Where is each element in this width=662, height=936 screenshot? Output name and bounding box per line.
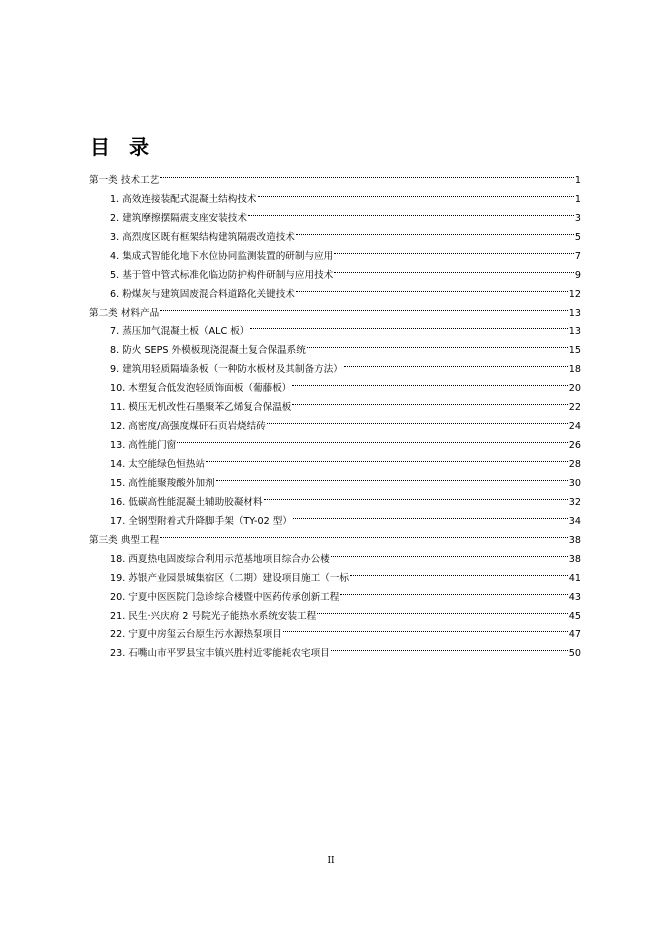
- dot-leader: [216, 467, 568, 486]
- toc-entry-label: 11. 模压无机改性石墨聚苯乙烯复合保温板: [110, 402, 292, 414]
- dot-leader: [283, 619, 568, 638]
- toc-page-number: 12: [568, 288, 581, 300]
- toc-category-row[interactable]: [89, 524, 581, 546]
- toc-entry-label: 10. 木塑复合低发泡轻质饰面板（葡藤板）: [110, 383, 292, 395]
- toc-category-row[interactable]: [89, 164, 581, 186]
- toc-page-number: 5: [574, 231, 581, 243]
- toc-entry-label: 9. 建筑用轻质隔墙条板（一种防水板材及其制备方法）: [110, 364, 343, 376]
- toc-entry-label: 13. 高性能门窗: [110, 440, 177, 452]
- toc-page-number: 26: [568, 440, 581, 452]
- toc-entry-label: 第三类 典型工程: [89, 534, 160, 546]
- toc-page-number: 9: [574, 269, 581, 281]
- toc-entry-label: 17. 全钢型附着式升降脚手架（TY-02 型）: [110, 515, 292, 527]
- toc-page-number: 20: [568, 383, 581, 395]
- dot-leader: [344, 353, 568, 372]
- dot-leader: [264, 486, 568, 505]
- page-title: 目 录: [90, 135, 155, 159]
- toc-entry-label: 21. 民生·兴庆府 2 号院光子能热水系统安装工程: [110, 610, 317, 622]
- toc-entry-label: 5. 基于管中管式标准化临边防护构件研制与应用技术: [110, 269, 334, 281]
- toc-entry-label: 4. 集成式智能化地下水位协同监测装置的研制与应用: [110, 250, 334, 262]
- toc-entry-label: 6. 粉煤灰与建筑固废混合料道路化关键技术: [110, 288, 295, 300]
- toc-entry-label: 1. 高效连接装配式混凝土结构技术: [110, 193, 257, 205]
- toc-page-number: 41: [568, 572, 581, 584]
- toc-entry-label: 19. 苏银产业园景城集宿区（二期）建设项目施工（一标: [110, 572, 349, 584]
- toc-entry-label: 14. 太空能绿色恒热站: [110, 459, 206, 470]
- toc-page-number: 38: [568, 534, 581, 546]
- toc-page-number: 3: [574, 212, 581, 224]
- toc-page-number: 7: [574, 250, 581, 262]
- dot-leader: [334, 240, 574, 259]
- dot-leader: [160, 164, 574, 183]
- toc-entry-row[interactable]: [89, 183, 581, 205]
- dot-leader: [331, 543, 568, 562]
- dot-leader: [334, 259, 574, 278]
- dot-leader: [267, 410, 568, 429]
- dot-leader: [307, 334, 568, 353]
- toc-page-number: 1: [574, 174, 581, 186]
- dot-leader: [331, 637, 568, 656]
- toc-entry-label: 3. 高烈度区既有框架结构建筑隔震改造技术: [110, 231, 295, 243]
- dot-leader: [296, 278, 568, 297]
- toc-page-number: 50: [568, 648, 581, 660]
- dot-leader: [160, 524, 568, 543]
- dot-leader: [160, 297, 568, 316]
- dot-leader: [248, 202, 574, 221]
- toc-entry-label: 2. 建筑摩擦摆隔震支座安装技术: [110, 212, 247, 224]
- table-of-contents: [89, 164, 581, 660]
- toc-page-number: 15: [568, 345, 581, 357]
- toc-page-number: 1: [574, 193, 581, 205]
- toc-entry-label: 18. 西夏热电固废综合利用示范基地项目综合办公楼: [110, 553, 330, 565]
- toc-entry-row[interactable]: [89, 316, 581, 338]
- dot-leader: [340, 581, 567, 600]
- toc-entry-label: 7. 蒸压加气混凝土板（ALC 板）: [110, 326, 250, 338]
- toc-entry-label: 第二类 材料产品: [89, 307, 160, 319]
- toc-entry-label: 第一类 技术工艺: [89, 174, 160, 186]
- toc-page-number: 45: [568, 610, 581, 622]
- dot-leader: [177, 429, 568, 448]
- toc-entry-label: 15. 高性能聚羧酸外加剂: [110, 477, 215, 489]
- toc-page-number: 28: [568, 459, 581, 470]
- toc-page-number: 22: [568, 402, 581, 414]
- toc-page-number: 32: [568, 496, 581, 508]
- dot-leader: [293, 505, 568, 524]
- toc-page-number: 34: [568, 515, 581, 527]
- toc-page-number: 24: [568, 421, 581, 433]
- dot-leader: [250, 316, 567, 335]
- dot-leader: [292, 391, 567, 410]
- dot-leader: [296, 221, 574, 240]
- toc-entry-label: 16. 低碳高性能混凝土辅助胶凝材料: [110, 496, 263, 508]
- dot-leader: [317, 600, 568, 619]
- page-number: II: [327, 856, 335, 866]
- toc-page-number: 47: [568, 629, 581, 641]
- toc-page-number: 13: [568, 326, 581, 338]
- toc-entry-label: 12. 高密度/高强度煤矸石页岩烧结砖: [110, 421, 266, 433]
- toc-category-row[interactable]: [89, 297, 581, 319]
- toc-entry-label: 23. 石嘴山市平罗县宝丰镇兴胜村近零能耗农宅项目: [110, 648, 330, 660]
- toc-entry-label: 20. 宁夏中医医院门急诊综合楼暨中医药传承创新工程: [110, 591, 340, 603]
- toc-entry-row[interactable]: [89, 543, 581, 565]
- toc-entry-label: 22. 宁夏中房玺云台原生污水源热泵项目: [110, 629, 282, 641]
- toc-page-number: 30: [568, 477, 581, 489]
- toc-page-number: 18: [568, 364, 581, 376]
- toc-page-number: 13: [568, 307, 581, 319]
- dot-leader: [350, 562, 568, 581]
- toc-page-number: 43: [568, 591, 581, 603]
- toc-entry-label: 8. 防火 SEPS 外模板现浇混凝土复合保温系统: [110, 345, 306, 357]
- dot-leader: [258, 183, 574, 202]
- toc-page-number: 38: [568, 553, 581, 565]
- dot-leader: [292, 372, 567, 391]
- dot-leader: [206, 448, 568, 467]
